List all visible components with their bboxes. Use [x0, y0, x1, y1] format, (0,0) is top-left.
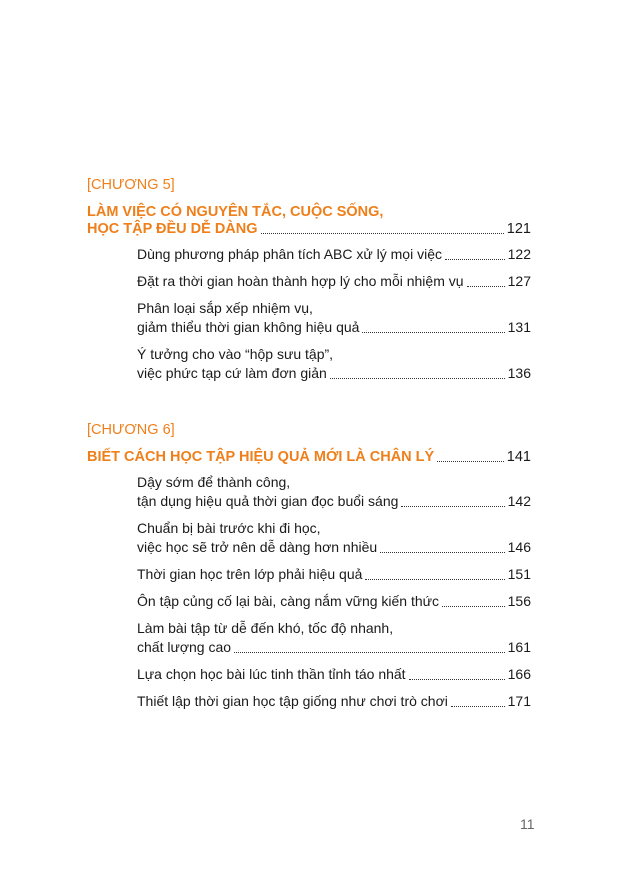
dot-leader [330, 378, 505, 379]
page-number: 121 [506, 221, 531, 237]
toc-entry[interactable] [137, 665, 531, 684]
entry-text: Thời gian học trên lớp phải hiệu quả [137, 566, 363, 582]
toc-entry[interactable] [137, 692, 531, 711]
entry-text: tận dụng hiệu quả thời gian đọc buổi sáng [137, 493, 399, 509]
toc-entry[interactable] [137, 299, 531, 337]
entry-text: Đặt ra thời gian hoàn thành hợp lý cho mỗi nhiệm vụ [137, 273, 464, 289]
entry-text-line1: Phân loại sắp xếp nhiệm vụ, [137, 300, 313, 316]
entry-text: giảm thiểu thời gian không hiệu quả [137, 319, 360, 335]
toc-entry[interactable] [137, 565, 531, 584]
chapter-5 [87, 176, 531, 383]
toc-entry[interactable] [137, 245, 531, 264]
page-number: 122 [507, 246, 531, 262]
entry-text: việc học sẽ trở nên dễ dàng hơn nhiều [137, 539, 378, 555]
entry-text: chất lượng cao [137, 639, 232, 655]
entry-text: Lựa chọn học bài lúc tinh thần tỉnh táo nhất [137, 666, 406, 682]
toc-entry[interactable] [137, 345, 531, 383]
page-number: 156 [507, 593, 531, 609]
dot-leader [451, 706, 505, 707]
dot-leader [445, 259, 505, 260]
entry-text-line1: Dậy sớm để thành công, [137, 474, 291, 490]
chapter-title-line1: LÀM VIỆC CÓ NGUYÊN TẮC, CUỘC SỐNG, [87, 204, 384, 220]
dot-leader [380, 552, 504, 553]
chapter-title-line2: HỌC TẬP ĐỀU DỄ DÀNG [87, 221, 258, 237]
dot-leader [234, 652, 505, 653]
toc-entry[interactable] [137, 592, 531, 611]
dot-leader [442, 606, 505, 607]
page-number: 161 [507, 639, 531, 655]
entry-text: Ôn tập củng cố lại bài, càng nắm vững kiến thức [137, 593, 440, 609]
page-number: 166 [507, 666, 531, 682]
page-folio: 11 [520, 816, 535, 832]
dot-leader [437, 461, 504, 462]
dot-leader [362, 332, 504, 333]
toc-entry[interactable] [137, 272, 531, 291]
page-number: 171 [507, 693, 531, 709]
page-number: 146 [507, 539, 531, 555]
toc-entry[interactable] [137, 473, 531, 511]
chapter-6 [87, 421, 531, 711]
chapter-title[interactable] [87, 449, 531, 466]
dot-leader [365, 579, 504, 580]
page-number: 151 [507, 566, 531, 582]
entry-text-line1: Chuẩn bị bài trước khi đi học, [137, 520, 321, 536]
entry-text-line1: Làm bài tập từ dễ đến khó, tốc độ nhanh, [137, 620, 394, 636]
entry-text: việc phức tạp cứ làm đơn giản [137, 365, 327, 381]
chapter-title[interactable] [87, 204, 531, 238]
toc-entry[interactable] [137, 619, 531, 657]
page-number: 127 [507, 273, 531, 289]
page-number: 136 [507, 365, 531, 381]
chapter-label: [CHƯƠNG 6] [87, 422, 175, 438]
toc-entry[interactable] [137, 519, 531, 557]
entry-text: Thiết lập thời gian học tập giống như chơi trò chơi [137, 693, 448, 709]
page-number: 142 [507, 493, 531, 509]
chapter-label: [CHƯƠNG 5] [87, 177, 175, 193]
entry-text-line1: Ý tưởng cho vào “hộp sưu tập”, [137, 346, 334, 362]
page-number: 141 [506, 449, 531, 465]
dot-leader [467, 286, 505, 287]
chapter-title-line2: BIẾT CÁCH HỌC TẬP HIỆU QUẢ MỚI LÀ CHÂN LÝ [87, 449, 435, 465]
entry-text: Dùng phương pháp phân tích ABC xử lý mọi việc [137, 246, 442, 262]
dot-leader [401, 506, 504, 507]
dot-leader [261, 233, 504, 234]
page-number: 131 [507, 319, 531, 335]
dot-leader [409, 679, 505, 680]
